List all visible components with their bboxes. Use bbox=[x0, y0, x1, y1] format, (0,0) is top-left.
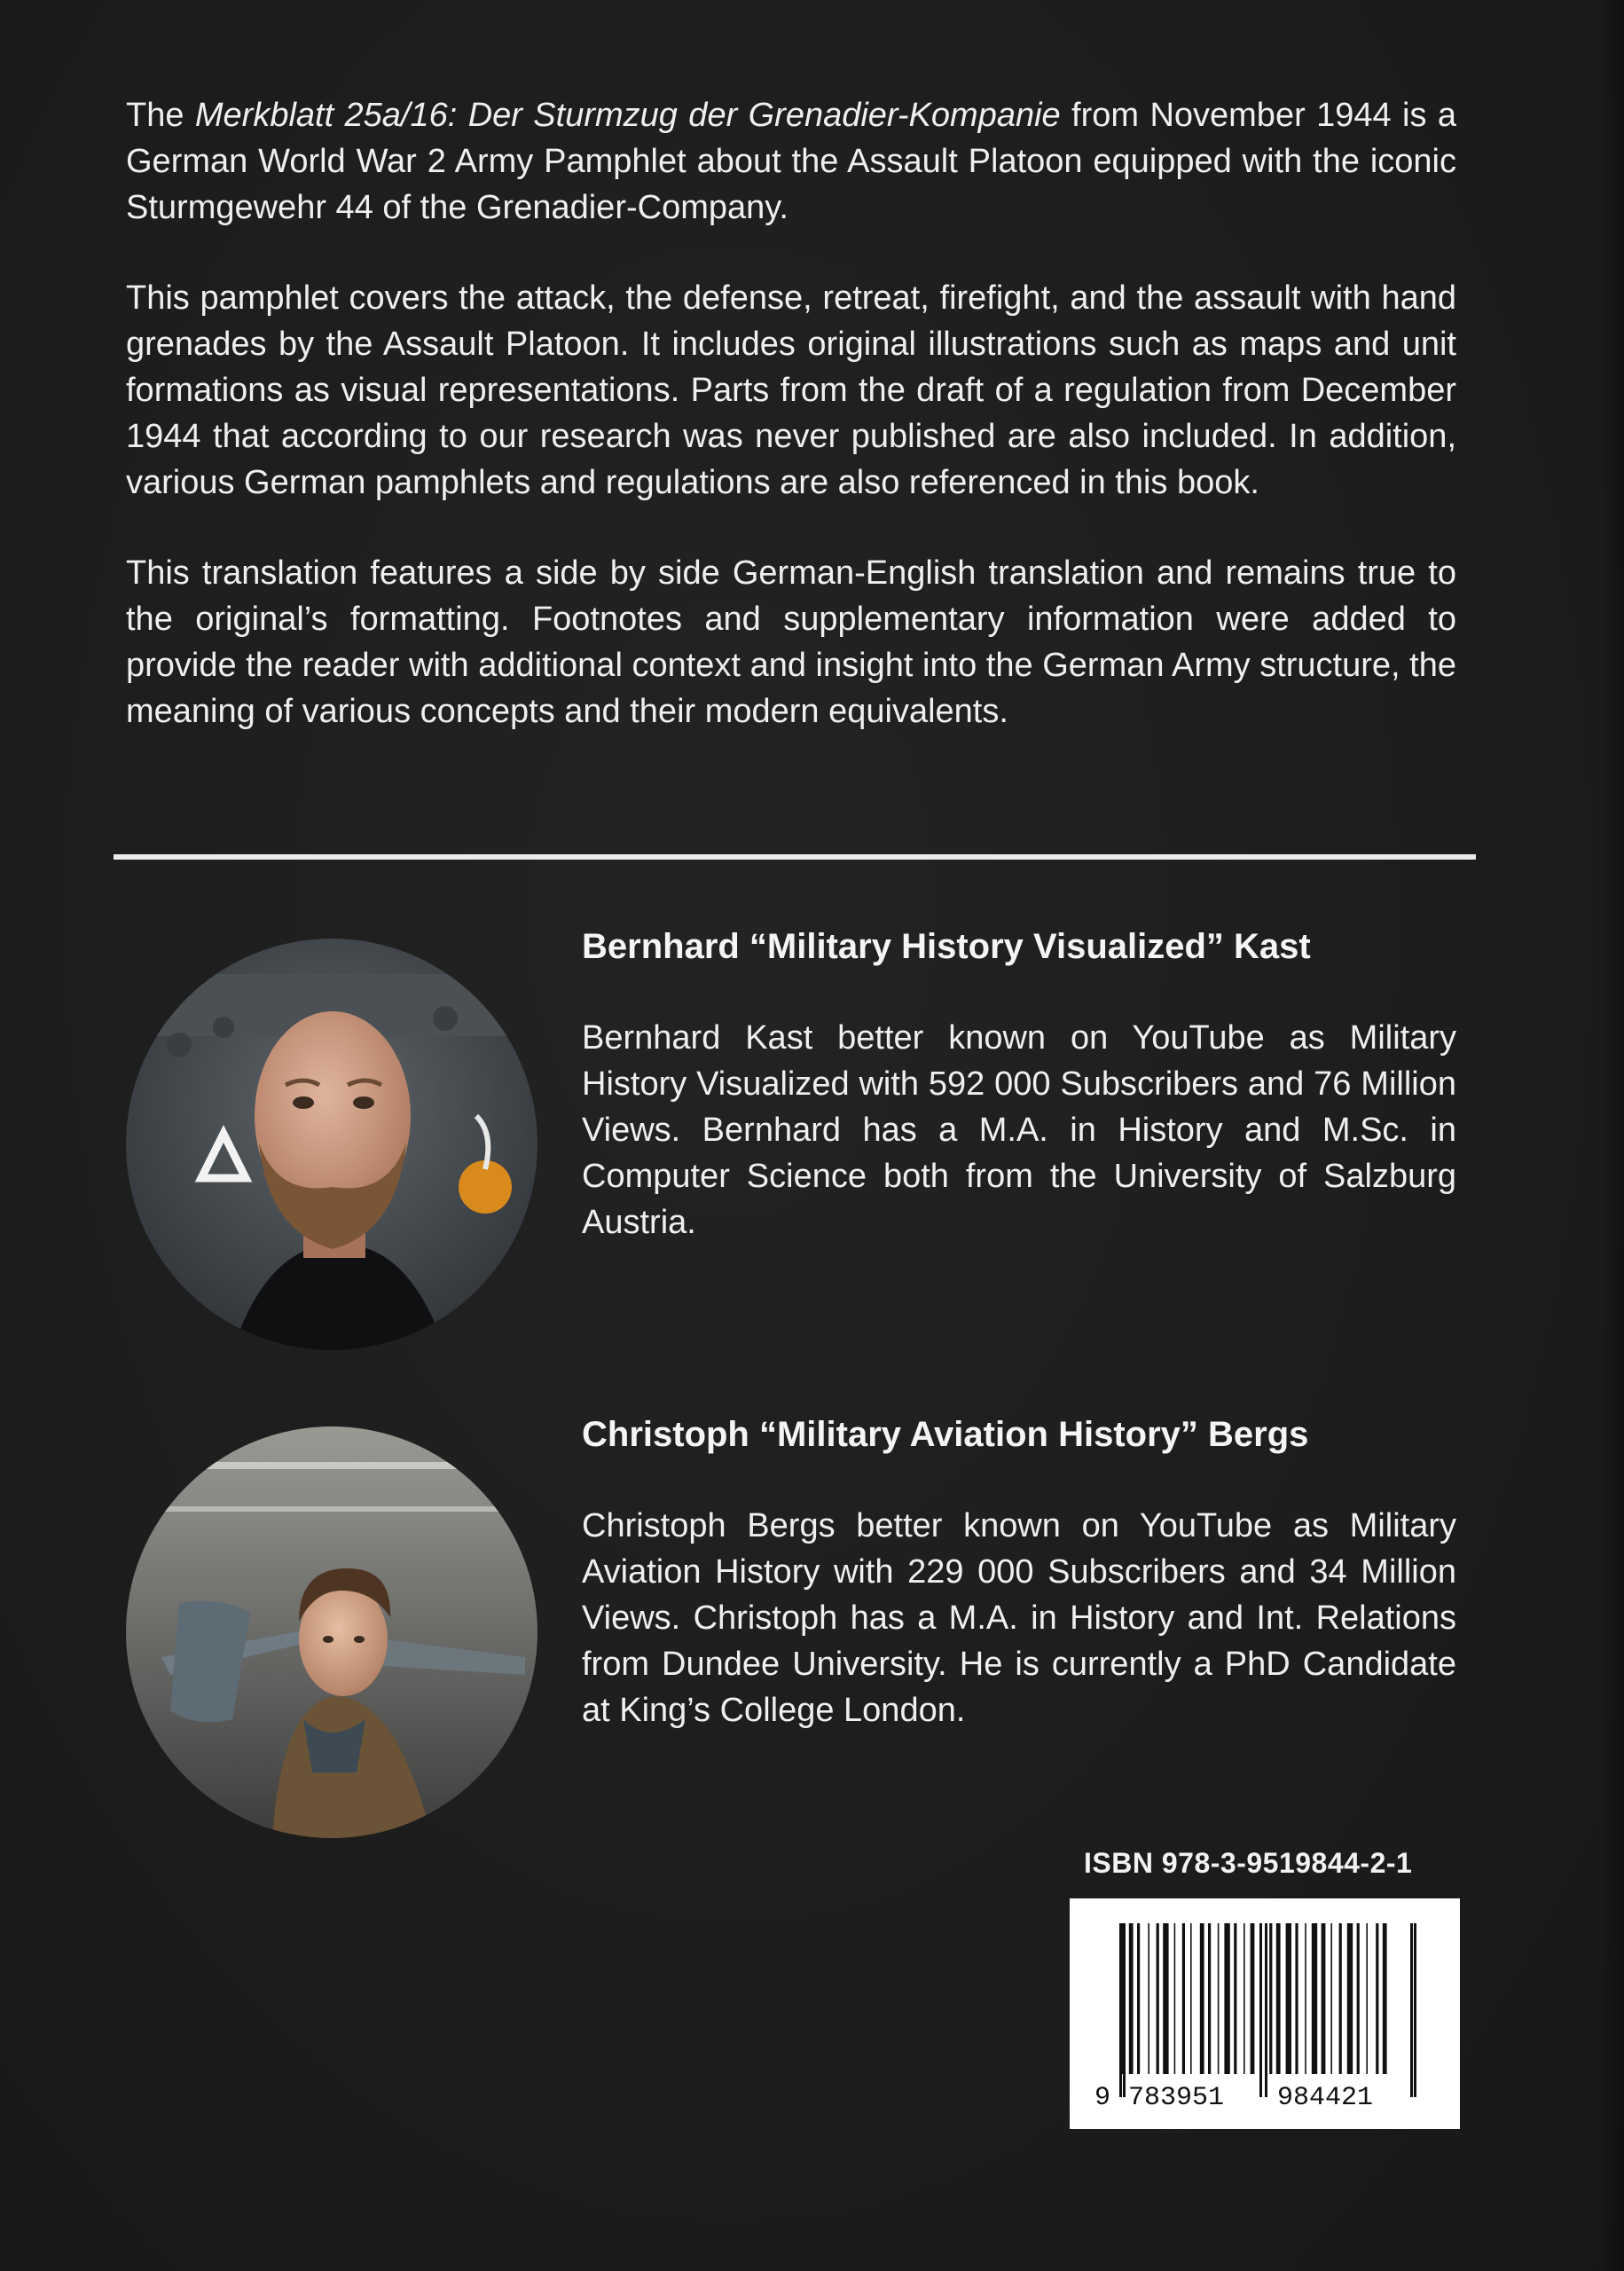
barcode-bar bbox=[1312, 1923, 1317, 2074]
blurb bbox=[126, 92, 1456, 779]
barcode-bar bbox=[1269, 1923, 1272, 2074]
blurb-paragraph-1 bbox=[126, 92, 1456, 231]
barcode-bar bbox=[1234, 1923, 1236, 2074]
barcode-bar bbox=[1330, 1923, 1332, 2074]
barcode-right-digits: 984421 bbox=[1277, 2083, 1374, 2113]
barcode-bar bbox=[1376, 1923, 1378, 2074]
barcode-first-digit: 9 bbox=[1094, 2083, 1111, 2113]
barcode-guard-bar bbox=[1123, 1923, 1126, 2097]
barcode-bar bbox=[1182, 1923, 1185, 2074]
barcode-guard-bar bbox=[1259, 1923, 1262, 2097]
author-name-bergs: Christoph “Military Aviation History” Bergs bbox=[582, 1415, 1309, 1454]
author-bio-bergs: Christoph Bergs better known on YouTube as Military Aviation History with 229 000 Subscribers and 34 Million Views. Christoph has a M.A. in History and Int. Relations from Dundee University. He is currently a PhD Candidate at King’s College London. bbox=[582, 1507, 1456, 1729]
isbn-barcode bbox=[1070, 1898, 1460, 2129]
barcode-bar bbox=[1243, 1923, 1245, 2074]
author-photo-kast bbox=[126, 939, 537, 1350]
barcode-bar bbox=[1305, 1923, 1306, 2074]
barcode-bar bbox=[1295, 1923, 1298, 2074]
barcode-bar bbox=[1200, 1923, 1204, 2074]
author-photo-bergs bbox=[126, 1426, 537, 1838]
barcode-bar bbox=[1218, 1923, 1220, 2074]
barcode-bar bbox=[1276, 1923, 1281, 2074]
barcode-bar bbox=[1174, 1923, 1176, 2074]
barcode-bar bbox=[1129, 1923, 1134, 2074]
barcode-bar bbox=[1208, 1923, 1211, 2074]
barcode-bar bbox=[1163, 1923, 1168, 2074]
portrait-kast-image bbox=[126, 939, 537, 1350]
pamphlet-title: Merkblatt 25a/16: Der Sturmzug der Grenadier-Kompanie bbox=[194, 97, 1061, 134]
barcode-bar bbox=[1347, 1923, 1353, 2074]
blurb-lead: The bbox=[126, 97, 195, 134]
blurb-rest: from November 1944 is a German World War 2 Army Pamphlet about the Assault Platoon equipped with the iconic Sturmgewehr 44 of the Grenadier-Company. bbox=[126, 97, 1456, 226]
barcode-guard-bar bbox=[1414, 1923, 1416, 2097]
isbn-label: ISBN 978-3-9519844-2-1 bbox=[1084, 1847, 1413, 1879]
barcode-bar bbox=[1190, 1923, 1192, 2074]
barcode-bars bbox=[1119, 1923, 1416, 2097]
blurb-paragraph-2: This pamphlet covers the attack, the defense, retreat, firefight, and the assault with hand grenades by the Assault Platoon. It includes original illustrations such as maps and unit formations as visual representations. Parts from the draft of a regulation from December 1944 that according to our research was never published are also included. In addition, various German pamphlets and regulations are also referenced in this book. bbox=[126, 279, 1456, 501]
barcode-bar bbox=[1357, 1923, 1360, 2074]
barcode-bar bbox=[1366, 1923, 1368, 2074]
barcode-bar bbox=[1148, 1923, 1149, 2074]
barcode-bar bbox=[1339, 1923, 1342, 2074]
barcode-bar bbox=[1383, 1923, 1387, 2074]
barcode-bar bbox=[1286, 1923, 1291, 2074]
barcode-left-digits: 783951 bbox=[1128, 2083, 1225, 2113]
barcode-bar bbox=[1322, 1923, 1326, 2074]
barcode-guard-bar bbox=[1119, 1923, 1122, 2097]
barcode-graphic bbox=[1070, 1898, 1460, 2129]
barcode-guard-bar bbox=[1410, 1923, 1413, 2097]
barcode-bar bbox=[1251, 1923, 1255, 2074]
cover-edge-shadow bbox=[1599, 0, 1624, 2271]
barcode-guard-bar bbox=[1265, 1923, 1267, 2097]
barcode-bar bbox=[1157, 1923, 1159, 2074]
author-bio-kast: Bernhard Kast better known on YouTube as Military History Visualized with 592 000 Subscribers and 76 Million Views. Bernhard has a M.A. in History and M.Sc. in Computer Science both from the University of Salzburg Austria. bbox=[582, 1019, 1456, 1241]
blurb-paragraph-3: This translation features a side by side German-English translation and remains true to the original’s formatting. Footnotes and supplementary information were added to provide the reader with additional context and insight into the German Army structure, the meaning of various concepts and their modern equivalents. bbox=[126, 554, 1456, 730]
divider-rule bbox=[114, 854, 1476, 860]
portrait-bergs-image bbox=[126, 1426, 537, 1838]
barcode-bar bbox=[1137, 1923, 1140, 2074]
author-name-kast: Bernhard “Military History Visualized” Kast bbox=[582, 927, 1311, 966]
barcode-bar bbox=[1224, 1923, 1229, 2074]
